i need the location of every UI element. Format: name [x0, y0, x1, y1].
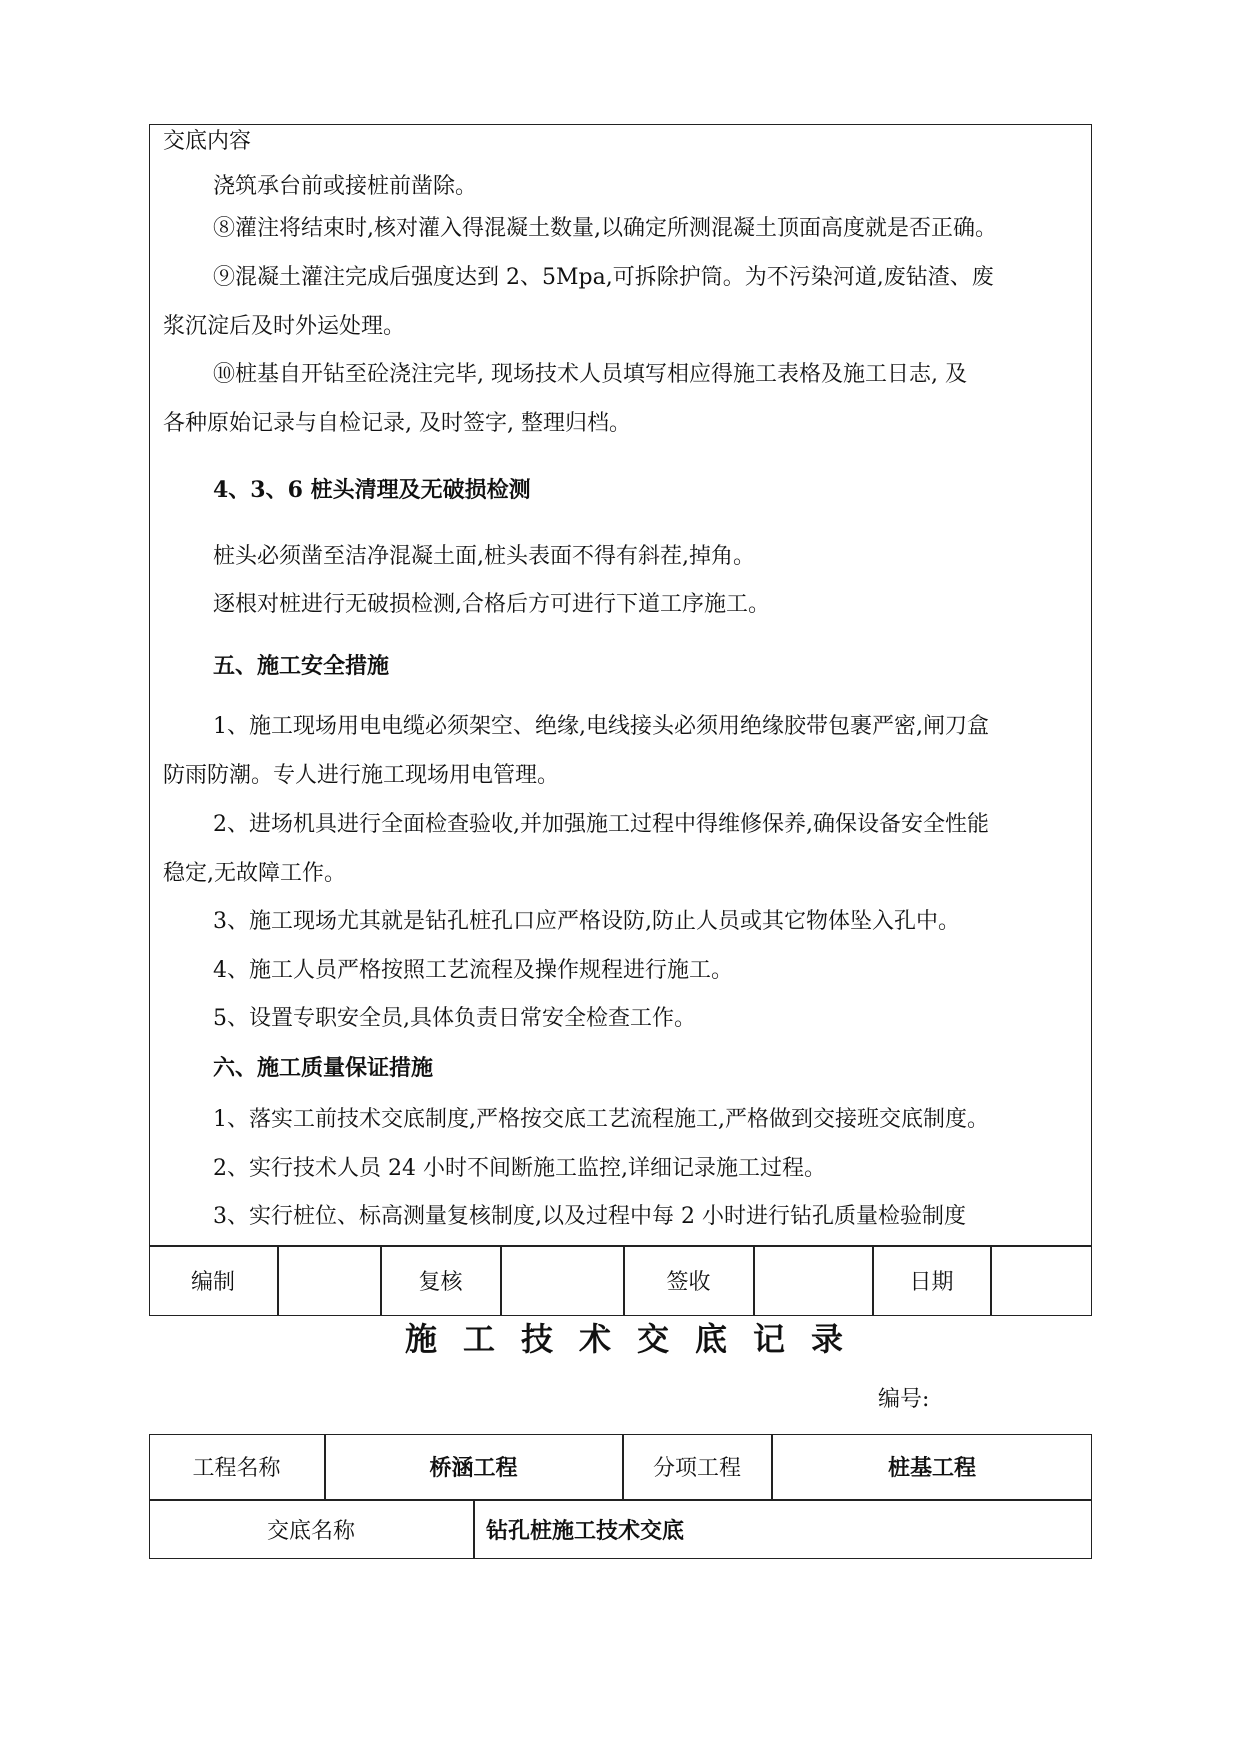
content-line: 1、落实工前技术交底制度,严格按交底工艺流程施工,严格做到交接班交底制度。	[213, 1107, 989, 1132]
content-line: 5、设置专职安全员,具体负责日常安全检查工作。	[213, 1006, 696, 1031]
project-name-label: 工程名称	[192, 1456, 281, 1481]
content-line: ⑨混凝土灌注完成后强度达到 2、5Mpa,可拆除护筒。为不污染河道,废钻渣、废	[213, 265, 994, 290]
disclosure-name-label: 交底名称	[266, 1519, 355, 1544]
content-line: 浆沉淀后及时外运处理。	[163, 314, 406, 339]
content-line: 4、施工人员严格按照工艺流程及操作规程进行施工。	[213, 958, 733, 983]
sub-project-value: 桩基工程	[887, 1455, 976, 1481]
content-line: 浇筑承台前或接桩前凿除。	[213, 174, 478, 199]
receive-label: 签收	[666, 1270, 711, 1295]
content-line: 防雨防潮。专人进行施工现场用电管理。	[163, 763, 560, 788]
content-line: 逐根对桩进行无破损检测,合格后方可进行下道工序施工。	[213, 592, 770, 617]
project-name-value: 桥涵工程	[429, 1455, 518, 1481]
content-line: 2、实行技术人员 24 小时不间断施工监控,详细记录施工过程。	[213, 1156, 826, 1181]
date-value	[991, 1245, 1092, 1316]
content-line: 各种原始记录与自检记录, 及时签字, 整理归档。	[163, 411, 631, 436]
content-line: 3、施工现场尤其就是钻孔桩孔口应严格设防,防止人员或其它物体坠入孔中。	[213, 909, 960, 934]
content-line: 稳定,无故障工作。	[163, 861, 346, 886]
subsection-heading: 4、3、6 桩头清理及无破损检测	[213, 477, 531, 503]
section-label: 交底内容	[163, 129, 252, 154]
number-label: 编号:	[878, 1387, 930, 1412]
review-value	[501, 1245, 623, 1316]
content-line: 2、进场机具进行全面检查验收,并加强施工过程中得维修保养,确保设备安全性能	[213, 812, 989, 837]
content-line: 1、施工现场用电电缆必须架空、绝缘,电线接头必须用绝缘胶带包裹严密,闸刀盒	[213, 714, 989, 739]
compile-value	[278, 1245, 380, 1316]
section-heading: 五、施工安全措施	[213, 653, 390, 679]
date-label: 日期	[909, 1270, 954, 1295]
sub-project-label: 分项工程	[652, 1456, 741, 1481]
section-heading: 六、施工质量保证措施	[213, 1055, 434, 1081]
disclosure-name-value: 钻孔桩施工技术交底	[486, 1518, 685, 1544]
content-line: 桩头必须凿至洁净混凝土面,桩头表面不得有斜茬,掉角。	[213, 544, 755, 569]
receive-value	[754, 1245, 872, 1316]
content-line: ⑧灌注将结束时,核对灌入得混凝土数量,以确定所测混凝土顶面高度就是否正确。	[213, 216, 997, 241]
compile-label: 编制	[190, 1270, 235, 1295]
review-label: 复核	[418, 1270, 463, 1295]
info-table-col-divider	[473, 1500, 475, 1559]
content-line: ⑩桩基自开钻至砼浇注完毕, 现场技术人员填写相应得施工表格及施工日志, 及	[213, 362, 967, 387]
page-title: 施工技术交底记录	[405, 1320, 870, 1358]
content-line: 3、实行桩位、标高测量复核制度,以及过程中每 2 小时进行钻孔质量检验制度	[213, 1204, 966, 1229]
